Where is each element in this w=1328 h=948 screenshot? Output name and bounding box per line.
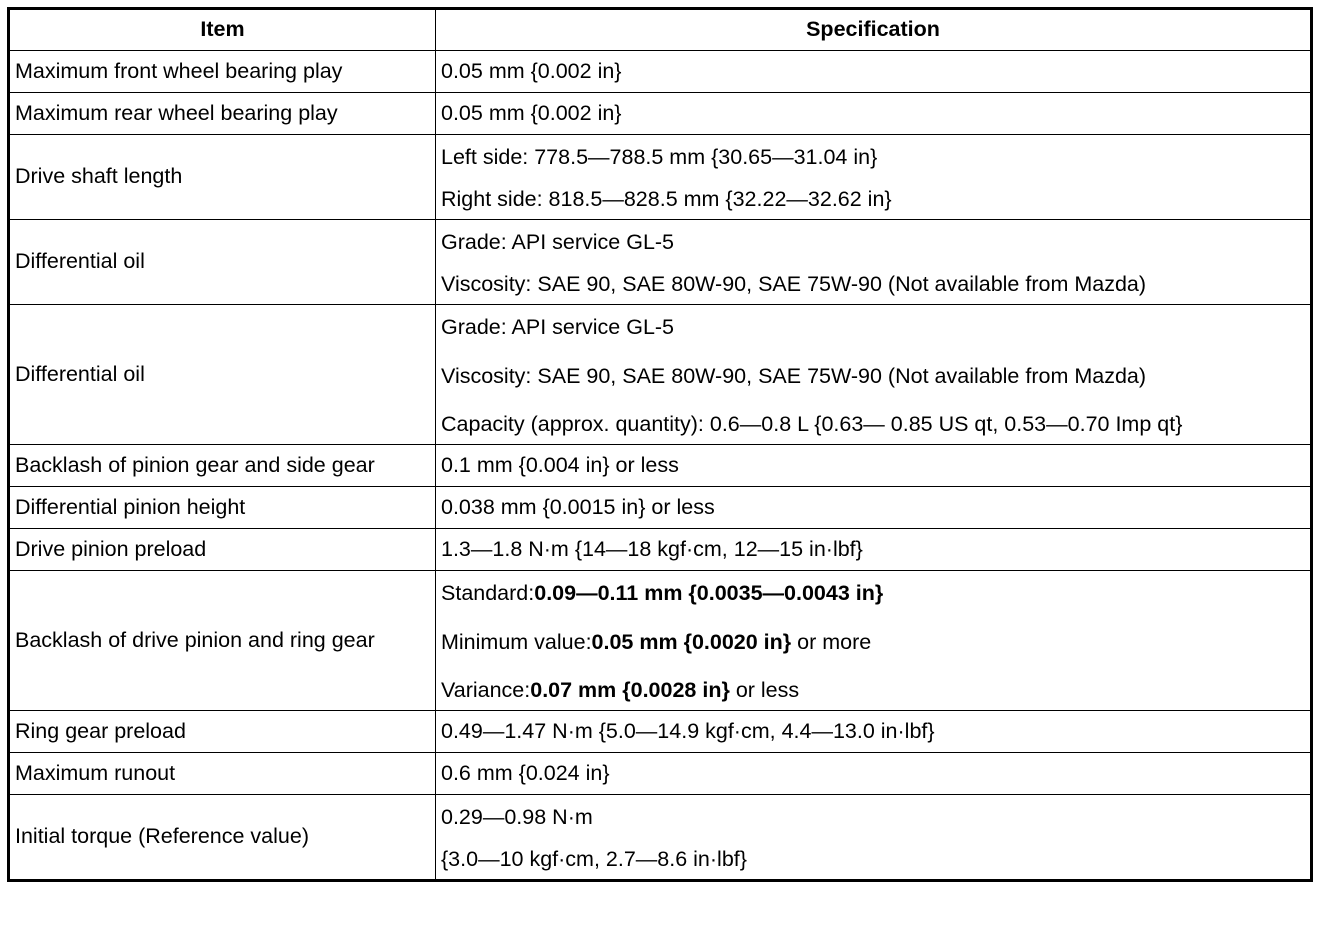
spec-line: Viscosity: SAE 90, SAE 80W-90, SAE 75W-90 (Not available from Mazda) — [441, 364, 1147, 388]
spec-line — [441, 670, 1305, 710]
header-row — [9, 9, 1312, 51]
item-cell: Maximum runout — [9, 753, 436, 795]
table-row — [9, 220, 1312, 305]
spec-line: Grade: API service GL-5 — [441, 230, 675, 254]
table-row — [9, 305, 1312, 445]
spec-cell: 0.6 mm {0.024 in} — [436, 753, 1312, 795]
spec-value: 0.09—0.11 mm {0.0035—0.0043 in} — [534, 581, 884, 605]
spec-cell: 0.038 mm {0.0015 in} or less — [436, 487, 1312, 529]
spec-label: Variance: — [441, 678, 531, 702]
table-row — [9, 487, 1312, 529]
spec-line — [441, 571, 1305, 615]
item-cell: Differential pinion height — [9, 487, 436, 529]
item-cell: Maximum rear wheel bearing play — [9, 93, 436, 135]
spec-line: Viscosity: SAE 90, SAE 80W-90, SAE 75W-90 (Not available from Mazda) — [441, 272, 1147, 296]
spec-cell: 0.05 mm {0.002 in} — [436, 51, 1312, 93]
spec-suffix: or less — [729, 678, 800, 702]
spec-cell: 0.05 mm {0.002 in} — [436, 93, 1312, 135]
spec-line: {3.0—10 kgf·cm, 2.7—8.6 in·lbf} — [441, 847, 747, 871]
item-cell: Ring gear preload — [9, 711, 436, 753]
spec-cell — [436, 795, 1312, 881]
table-row — [9, 51, 1312, 93]
spec-line: Grade: API service GL-5 — [441, 315, 675, 339]
table-row — [9, 753, 1312, 795]
spec-cell — [436, 220, 1312, 305]
spec-line: Right side: 818.5—828.5 mm {32.22—32.62 in} — [441, 187, 892, 211]
spec-line: Capacity (approx. quantity): 0.6—0.8 L {0.63— 0.85 US qt, 0.53—0.70 Imp qt} — [441, 412, 1183, 436]
item-cell: Differential oil — [9, 305, 436, 445]
spec-cell — [436, 305, 1312, 445]
spec-value: 0.07 mm {0.0028 in} — [530, 678, 730, 702]
table-row — [9, 135, 1312, 220]
item-cell: Differential oil — [9, 220, 436, 305]
spec-line: 0.29—0.98 N·m — [441, 805, 593, 829]
item-cell: Backlash of pinion gear and side gear — [9, 445, 436, 487]
column-header-specification: Specification — [436, 9, 1312, 51]
spec-cell: 0.1 mm {0.004 in} or less — [436, 445, 1312, 487]
item-cell: Drive shaft length — [9, 135, 436, 220]
spec-cell — [436, 135, 1312, 220]
specification-table — [7, 7, 1313, 882]
spec-value: 0.05 mm {0.0020 in} — [591, 630, 792, 654]
item-cell: Drive pinion preload — [9, 529, 436, 571]
item-cell: Initial torque (Reference value) — [9, 795, 436, 881]
column-header-item: Item — [9, 9, 436, 51]
spec-line: Left side: 778.5—788.5 mm {30.65—31.04 in} — [441, 145, 878, 169]
table-row — [9, 93, 1312, 135]
table-row — [9, 711, 1312, 753]
table-row — [9, 529, 1312, 571]
item-cell: Maximum front wheel bearing play — [9, 51, 436, 93]
table-row — [9, 571, 1312, 711]
item-cell: Backlash of drive pinion and ring gear — [9, 571, 436, 711]
spec-label: Standard: — [441, 581, 535, 605]
spec-cell: 1.3—1.8 N·m {14—18 kgf·cm, 12—15 in·lbf} — [436, 529, 1312, 571]
spec-line — [441, 615, 1305, 670]
table-row — [9, 795, 1312, 881]
spec-label: Minimum value: — [441, 630, 592, 654]
spec-suffix: or more — [791, 630, 872, 654]
table-row — [9, 445, 1312, 487]
spec-cell — [436, 571, 1312, 711]
spec-cell: 0.49—1.47 N·m {5.0—14.9 kgf·cm, 4.4—13.0 in·lbf} — [436, 711, 1312, 753]
